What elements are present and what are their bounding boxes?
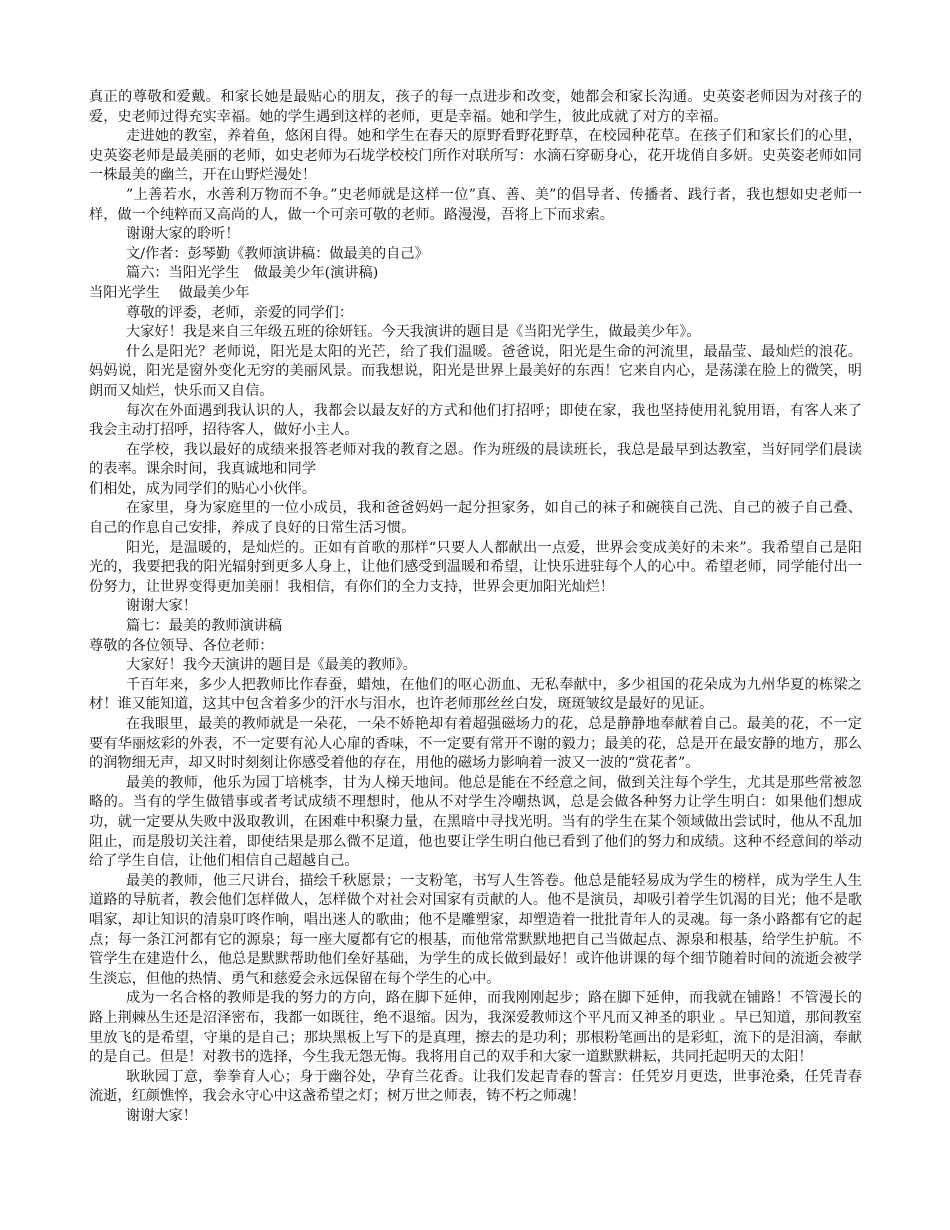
section-6-title: 当阳光学生 做最美少年: [89, 284, 250, 301]
thanks-line-3: 谢谢大家！: [126, 1107, 197, 1124]
section-6-salutation: 尊敬的评委，老师，亲爱的同学们：: [126, 304, 354, 321]
section-7-paragraph-2: 千百年来，多少人把教师比作春蚕，蜡烛，在他们的呕心沥血、无私奉献中，多少祖国的花朵成为九州华夏的栋梁之材！谁又能知道，这其中包含着多少的汗水与泪水，也许老师那丝丝白发，斑斑皱纹是最好的见证。: [89, 676, 862, 713]
section-6-paragraph-4-cont: 们相处，成为同学们的贴心小伙伴。: [89, 480, 317, 497]
thanks-line-1: 谢谢大家的聆听！: [126, 226, 240, 243]
section-6-paragraph-3: 每次在外面遇到我认识的人，我都会以最友好的方式和他们打招呼；即使在家，我也坚持使用礼貌用语，有客人来了我会主动打招呼，招待客人，做好小主人。: [89, 402, 862, 439]
section-7-paragraph-1: 大家好！我今天演讲的题目是《最美的教师》。: [126, 657, 417, 674]
section-7-paragraph-6: 成为一名合格的教师是我的努力的方向，路在脚下延伸，而我刚刚起步；路在脚下延伸，而我就在铺路！不管漫长的路上荆棘丛生还是沼泽密布，我都一如既往，绝不退缩。因为，我深爱教师这个平凡而又神圣的职业 。早已知道，那间教室里放飞的是希望，守巢的是自己；那块黑板上写下的是真理，擦去的是功利；那根粉笔画出的是彩虹，流下的是泪滴，奉献的是自己。但是！对教书的选择，今生我无怨无悔。我将用自己的双手和大家一道默默耕耘，共同托起明天的太阳！: [89, 990, 862, 1066]
paragraph-1: 真正的尊敬和爱戴。和家长她是最贴心的朋友，孩子的每一点进步和改变，她都会和家长沟通。史英姿老师因为对孩子的爱，史老师过得充实幸福。她的学生遇到这样的老师，更是幸福。她和学生，彼此成就了对方的幸福。: [89, 89, 862, 125]
thanks-line-2: 谢谢大家！: [126, 598, 197, 615]
section-7-paragraph-7: 耿耿园丁意，拳拳育人心；身于幽谷处，孕育兰花香。让我们发起青春的誓言：任凭岁月更迭，世事沧桑，任凭青春流逝，红颜憔悴，我会永守心中这盏希望之灯；树万世之师表，铸不朽之师魂！: [89, 1068, 862, 1105]
section-6-paragraph-4: 在学校，我以最好的成绩来报答老师对我的教育之恩。作为班级的晨读班长，我总是最早到达教室，当好同学们晨读的表率。课余时间，我真诚地和同学: [89, 441, 862, 478]
section-7-paragraph-5: 最美的教师，他三尺讲台，描绘千秋愿景；一支粉笔，书写人生答卷。他总是能轻易成为学生的榜样，成为学生人生道路的导航者，教会他们怎样做人，怎样做个对社会对国家有贡献的人。他不是演员，却吸引着学生饥渴的目光；他不是歌唱家，却让知识的清泉叮咚作响，唱出迷人的歌曲；他不是雕塑家，却塑造着一批批青年人的灵魂。每一条小路都有它的起点；每一条江河都有它的源泉；每一座大厦都有它的根基，而他常常默默地把自己当做起点、源泉和根基，给学生护航。不管学生在建造什么，他总是默默帮助他们垒好基础，为学生的成长做到最好！或许他讲课的每个细节随着时间的流逝会被学生淡忘，但他的热情、勇气和慈爱会永远保留在每个学生的心中。: [89, 872, 862, 987]
section-6-heading: 篇六：当阳光学生 做最美少年(演讲稿): [126, 265, 379, 282]
section-7-heading: 篇七：最美的教师演讲稿: [126, 618, 283, 635]
section-6-paragraph-2: 什么是阳光？老师说，阳光是太阳的光芒，给了我们温暖。爸爸说，阳光是生命的河流里，最晶莹、最灿烂的浪花。妈妈说，阳光是窗外变化无穷的美丽风景。而我想说，阳光是世界上最美好的东西！它来自内心，是荡漾在脸上的微笑，明朗而又灿烂，快乐而又自信。: [89, 343, 862, 399]
section-6-paragraph-5: 在家里，身为家庭里的一位小成员，我和爸爸妈妈一起分担家务，如自己的袜子和碗筷自己洗、自己的被子自己叠、自己的作息自己安排，养成了良好的日常生活习惯。: [89, 500, 862, 537]
section-7-paragraph-4: 最美的教师，他乐为园丁培桃李，甘为人梯天地间。他总是能在不经意之间，做到关注每个学生，尤其是那些常被忽略的。当有的学生做错事或者考试成绩不理想时，他从不对学生冷嘲热讽，总是会做各种努力让学生明白：如果他们想成功，就一定要从失败中汲取教训，在困难中积聚力量，在黑暗中寻找光明。当有的学生在某个领域做出尝试时，他从不乱加阻止，而是殷切关注着，即使结果是那么微不足道，他也要让学生明白他已看到了他们的努力和成绩。这种不经意间的举动给了学生自信，让他们相信自己超越自己。: [89, 774, 862, 870]
section-7-paragraph-3: 在我眼里，最美的教师就是一朵花，一朵不娇艳却有着超强磁场力的花，总是静静地奉献着自己。最美的花，不一定要有华丽炫彩的外表，不一定要有沁人心扉的香味，不一定要有常开不谢的毅力；最美的花，总是开在最安静的地方，那么的润物细无声，却又时时刻刻让你感受着他的存在，用他的磁场力影响着一波又一波的“赏花者”。: [89, 716, 862, 772]
paragraph-3: ”上善若水，水善利万物而不争。”史老师就是这样一位”真、善、美”的倡导者、传播者、践行者，我也想如史老师一样，做一个纯粹而又高尚的人，做一个可亲可敬的老师。路漫漫，吾将上下而求索。: [89, 186, 862, 223]
author-line: 文/作者：彭琴勤《教师演讲稿：做最美的自己》: [126, 245, 429, 262]
section-6-paragraph-1: 大家好！我是来自三年级五班的徐妍钰。今天我演讲的题目是《当阳光学生，做最美少年》。: [126, 324, 701, 341]
section-6-paragraph-6: 阳光，是温暖的，是灿烂的。正如有首歌的那样“只要人人都献出一点爱，世界会变成美好的未来”。我希望自己是阳光的，我要把我的阳光辐射到更多人身上，让他们感受到温暖和希望，让快乐进驻每个人的心中。希望老师，同学能付出一份努力，让世界变得更加美丽！我相信，有你们的全力支持，世界会更加阳光灿烂！: [89, 539, 862, 595]
section-7-salutation: 尊敬的各位领导、各位老师：: [89, 637, 274, 654]
paragraph-2: 走进她的教室，养着鱼，悠闲自得。她和学生在春天的原野看野花野草，在校园种花草。在孩子们和家长们的心里，史英姿老师是最美丽的老师，如史老师为石垅学校校门所作对联所写：水滴石穿砺身心，花开垅俏自多妍。史英姿老师如同一株最美的幽兰，开在山野烂漫处！: [89, 128, 862, 184]
